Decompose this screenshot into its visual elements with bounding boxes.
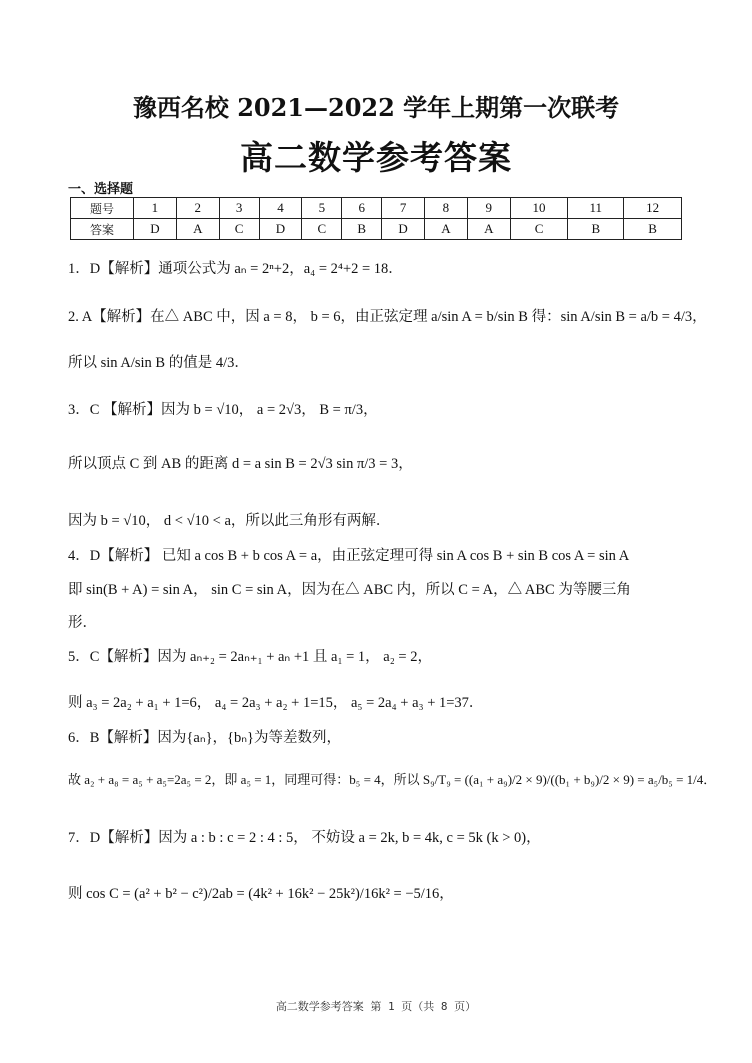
solution-3-line-3: 因为 b = √10， d < √10 < a，所以此三角形有两解． bbox=[68, 513, 391, 529]
page-footer: 高二数学参考答案 第 1 页（共 8 页） bbox=[275, 1000, 477, 1013]
question-number-cell: 5 bbox=[302, 198, 342, 219]
answer-cell: D bbox=[382, 219, 425, 240]
solution-7-line-2: 则 cos C = (a² + b² − c²)/2ab = (4k² + 16k² − 25k²)/16k² = −5/16， bbox=[68, 886, 454, 902]
question-number-cell: 6 bbox=[342, 198, 382, 219]
answer-cell: B bbox=[568, 219, 624, 240]
section-heading: 一、选择题 bbox=[68, 182, 134, 197]
solution-5-line-2: 则 a₃ = 2a₂ + a₁ + 1=6， a₄ = 2a₃ + a₂ + 1=15， a₅ = 2a₄ + a₃ + 1=37． bbox=[68, 695, 484, 711]
answer-cell: D bbox=[259, 219, 302, 240]
table-header-cell: 答案 bbox=[71, 219, 134, 240]
solution-5-line-1: 5．C【解析】因为 aₙ₊₂ = 2aₙ₊₁ + aₙ +1 且 a₁ = 1， a₂ = 2， bbox=[68, 649, 432, 665]
solution-6-line-1: 6．B【解析】因为{aₙ}，{bₙ}为等差数列， bbox=[68, 730, 341, 746]
document-subtitle: 高二数学参考答案 bbox=[240, 138, 512, 177]
answer-cell: B bbox=[624, 219, 682, 240]
question-number-cell: 1 bbox=[134, 198, 177, 219]
question-number-cell: 3 bbox=[219, 198, 259, 219]
question-number-cell: 4 bbox=[259, 198, 302, 219]
solution-4-line-2: 即 sin(B + A) = sin A， sin C = sin A，因为在△ ABC 内，所以 C = A，△ ABC 为等腰三角 bbox=[68, 582, 631, 598]
solution-4-line-3: 形． bbox=[68, 615, 97, 631]
question-number-cell: 2 bbox=[176, 198, 219, 219]
table-row-numbers bbox=[71, 198, 682, 219]
document-title: 豫西名校 2021—2022 学年上期第一次联考 bbox=[132, 93, 620, 122]
solution-1: 1．D【解析】通项公式为 aₙ = 2ⁿ+2，a₄ = 2⁴+2 = 18． bbox=[68, 261, 403, 277]
answer-cell: D bbox=[134, 219, 177, 240]
answer-cell: A bbox=[467, 219, 510, 240]
solution-3-line-1: 3．C 【解析】因为 b = √10， a = 2√3， B = π/3， bbox=[68, 402, 378, 418]
table-header-cell: 题号 bbox=[71, 198, 134, 219]
question-number-cell: 7 bbox=[382, 198, 425, 219]
answer-cell: A bbox=[176, 219, 219, 240]
solution-2-line-2: 所以 sin A/sin B 的值是 4/3． bbox=[68, 355, 249, 371]
answer-cell: A bbox=[425, 219, 468, 240]
question-number-cell: 9 bbox=[467, 198, 510, 219]
question-number-cell: 11 bbox=[568, 198, 624, 219]
answer-cell: C bbox=[219, 219, 259, 240]
question-number-cell: 10 bbox=[510, 198, 568, 219]
solution-2-line-1: 2. A【解析】在△ ABC 中，因 a = 8， b = 6，由正弦定理 a/sin A = b/sin B 得：sin A/sin B = a/b = 4/3， bbox=[68, 309, 707, 325]
answer-cell: B bbox=[342, 219, 382, 240]
answer-table bbox=[70, 197, 682, 240]
solution-7-line-1: 7．D【解析】因为 a : b : c = 2 : 4 : 5， 不妨设 a = 2k, b = 4k, c = 5k (k > 0)， bbox=[68, 830, 541, 846]
solution-6-line-2: 故 a₂ + a₈ = a₅ + a₅=2a₅ = 2，即 a₅ = 1，同理可得：b₅ = 4，所以 S₉/T₉ = ((a₁ + a₉)/2 × 9)/((b₁ + b₉)/2 × 9) = a₅/b₅ = 1/4． bbox=[68, 772, 717, 787]
table-row-answers bbox=[71, 219, 682, 240]
answer-cell: C bbox=[510, 219, 568, 240]
solution-3-line-2: 所以顶点 C 到 AB 的距离 d = a sin B = 2√3 sin π/3 = 3， bbox=[68, 456, 413, 472]
question-number-cell: 8 bbox=[425, 198, 468, 219]
question-number-cell: 12 bbox=[624, 198, 682, 219]
answer-cell: C bbox=[302, 219, 342, 240]
solution-4-line-1: 4．D【解析】 已知 a cos B + b cos A = a，由正弦定理可得 sin A cos B + sin B cos A = sin A bbox=[68, 548, 630, 564]
